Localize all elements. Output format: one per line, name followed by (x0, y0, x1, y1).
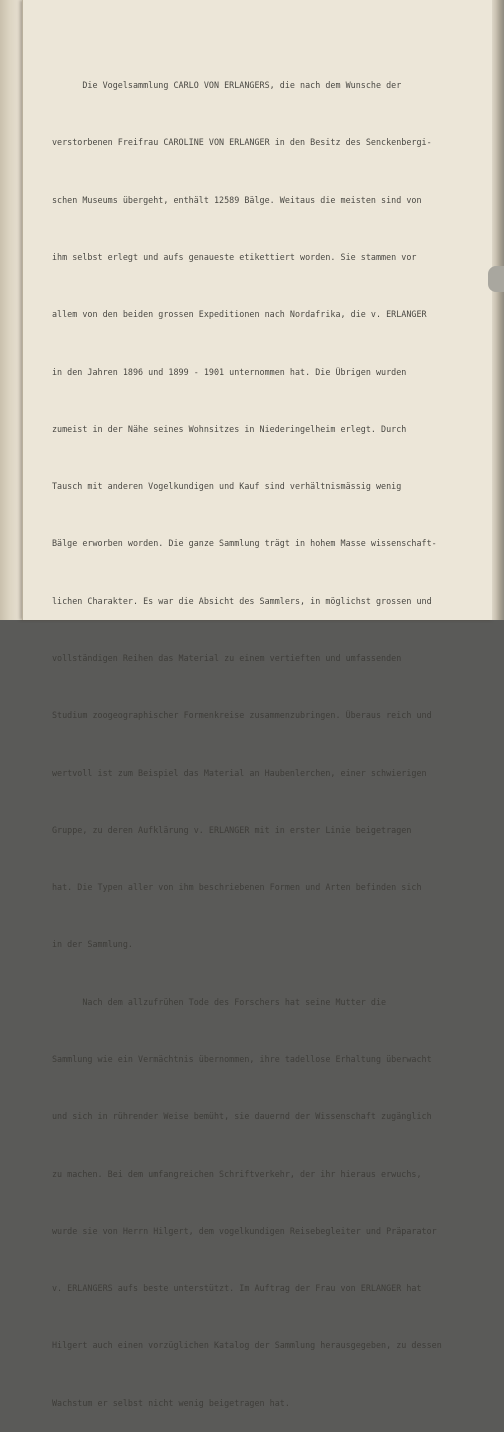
text-line: zu machen. Bei dem umfangreichen Schriftverkehr, der ihr hieraus erwuchs, (52, 1168, 422, 1179)
text-line: wurde sie von Herrn Hilgert, dem vogelkundigen Reisebegleiter und Präparator (52, 1225, 437, 1236)
text-line: Tausch mit anderen Vogelkundigen und Kauf sind verhältnismässig wenig (52, 481, 402, 492)
text-line: Studium zoogeographischer Formenkreise zusammenzubringen. Überaus reich und (52, 710, 432, 721)
text-line: Sammlung wie ein Vermächtnis übernommen, ihre tadellose Erhaltung überwacht (52, 1053, 432, 1064)
text-line: lichen Charakter. Es war die Absicht des Sammlers, in möglichst grossen und (52, 595, 432, 606)
text-line: zumeist in der Nähe seines Wohnsitzes in Niederingelheim erlegt. Durch (52, 423, 407, 434)
text-line: v. ERLANGERS aufs beste unterstützt. Im Auftrag der Frau von ERLANGER hat (52, 1283, 422, 1294)
text-line: in den Jahren 1896 und 1899 - 1901 unternommen hat. Die Übrigen wurden (52, 366, 407, 377)
text-line: in der Sammlung. (52, 939, 133, 950)
text-line: Gruppe, zu deren Aufklärung v. ERLANGER mit in erster Linie beigetragen (52, 824, 412, 835)
text-line: ihm selbst erlegt und aufs genaueste etikettiert worden. Sie stammen vor (52, 252, 417, 263)
text-line: Hilgert auch einen vorzüglichen Katalog der Sammlung herausgegeben, zu dessen (52, 1340, 442, 1351)
text-line: hat. Die Typen aller von ihm beschriebenen Formen und Arten befinden sich (52, 882, 422, 893)
text-line: und sich in rührender Weise bemüht, sie dauernd der Wissenschaft zugänglich (52, 1111, 432, 1122)
text-line: Die Vogelsammlung CARLO VON ERLANGERS, die nach dem Wunsche der (52, 80, 402, 91)
text-line: Bälge erworben worden. Die ganze Sammlung trägt in hohem Masse wissenschaft- (52, 538, 437, 549)
text-line: Wachstum er selbst nicht wenig beigetragen hat. (52, 1397, 290, 1408)
text-line: vollständigen Reihen das Material zu einem vertieften und umfassenden (52, 653, 402, 663)
typewritten-text (52, 38, 492, 1432)
text-line: wertvoll ist zum Beispiel das Material an Haubenlerchen, einer schwierigen (52, 767, 427, 778)
page-right-edge (492, 0, 504, 620)
text-line: schen Museums übergeht, enthält 12589 Bälge. Weitaus die meisten sind von (52, 194, 422, 205)
text-line: allem von den beiden grossen Expeditionen nach Nordafrika, die v. ERLANGER (52, 309, 427, 320)
text-line: Nach dem allzufrühen Tode des Forschers hat seine Mutter die (52, 996, 387, 1007)
text-line: verstorbenen Freifrau CAROLINE VON ERLANGER in den Besitz des Senckenbergi- (52, 137, 432, 148)
